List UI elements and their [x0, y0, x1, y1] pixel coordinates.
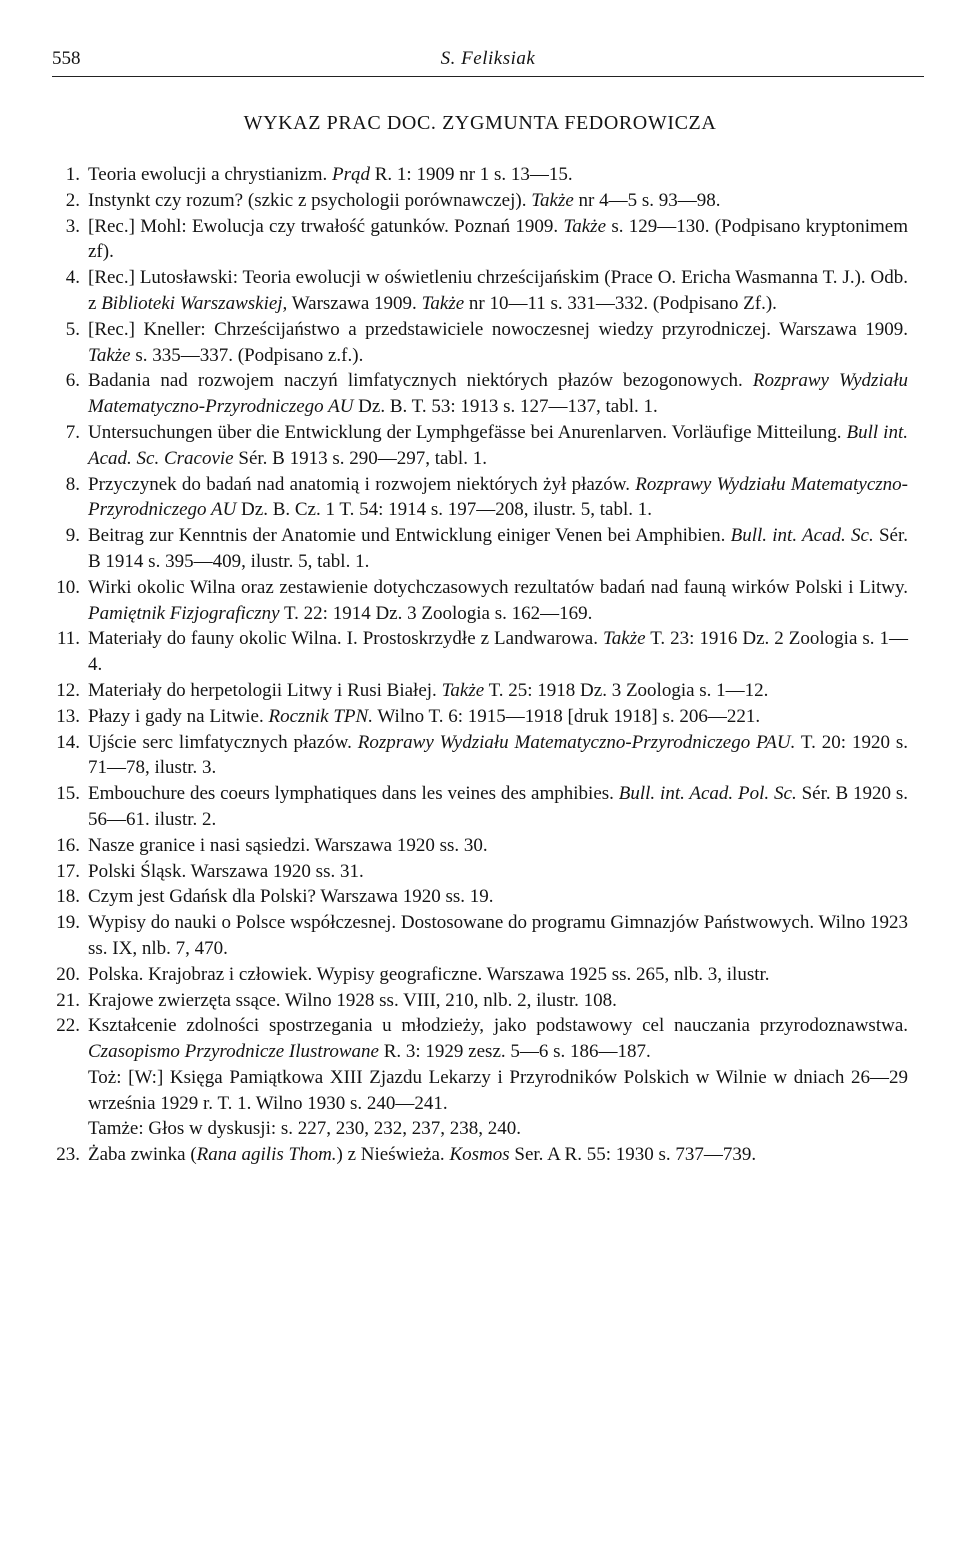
item-text: [88, 162, 908, 188]
item-number: 14.: [56, 731, 80, 753]
list-item: [65, 472, 908, 524]
page-number: 558: [52, 48, 81, 69]
item-number: 7.: [65, 421, 80, 443]
text-segment: Kształcenie zdolności spostrzegania u młodzieży, jako podstawowy cel nauczania przyrodoznawstwa.: [88, 1015, 908, 1037]
text-segment: Płazy i gady na Litwie.: [88, 705, 269, 727]
list-item: [56, 1013, 908, 1142]
item-text: [88, 678, 908, 704]
list-item: [56, 859, 908, 885]
text-segment: Warszawa 1909.: [287, 292, 422, 314]
item-text: [88, 1065, 908, 1117]
list-item: [56, 1142, 908, 1168]
italic-title: Także: [88, 344, 131, 366]
item-text: [88, 523, 908, 575]
item-number: 13.: [56, 705, 80, 727]
item-text: [88, 265, 908, 317]
text-segment: nr 10—11 s. 331—332. (Podpisano Zf.).: [464, 292, 777, 314]
italic-title: Także: [602, 628, 646, 650]
item-number: 16.: [56, 834, 80, 856]
text-segment: Polska. Krajobraz i człowiek. Wypisy geograficzne. Warszawa 1925 ss. 265, nlb. 3, ilustr.: [88, 963, 770, 985]
italic-title: Rana agilis Thom.: [196, 1144, 337, 1166]
header-rule: [52, 76, 924, 77]
text-segment: Toż: [W:] Księga Pamiątkowa XIII Zjazdu Lekarzy i Przyrodników Polskich w Wilnie w dniach 26—29 września 1929 r. T. 1. Wilno 1930 s. 240—241.: [88, 1066, 908, 1114]
item-text: [88, 317, 908, 369]
item-number: 5.: [65, 318, 80, 340]
item-text: [88, 884, 908, 910]
item-text: [88, 1013, 908, 1065]
list-item: [56, 704, 908, 730]
text-segment: T. 20: 1920 s. 71—78, ilustr. 3.: [88, 731, 908, 779]
text-segment: T. 23: 1916 Dz. 2 Zoologia s. 1—4.: [88, 628, 909, 676]
list-item: [65, 188, 908, 214]
text-segment: s. 335—337. (Podpisano z.f.).: [130, 344, 364, 366]
list-item: [56, 575, 908, 627]
text-segment: R. 1: 1909 nr 1 s. 13—15.: [370, 164, 573, 185]
text-segment: T. 22: 1914 Dz. 3 Zoologia s. 162—169.: [279, 602, 593, 624]
text-segment: Żaba zwinka (: [88, 1144, 197, 1166]
text-segment: Wilno T. 6: 1915—1918 [druk 1918] s. 206—221.: [372, 705, 761, 727]
italic-title: Bull. int. Acad. Sc.: [730, 525, 874, 547]
list-item: [65, 420, 908, 472]
list-item: [65, 317, 908, 369]
item-number: 20.: [56, 963, 80, 985]
item-text: [88, 833, 908, 859]
item-text: [88, 1116, 908, 1142]
item-text: [88, 214, 908, 266]
italic-title: Rozprawy Wydziału Matematyczno-Przyrodniczego AU: [88, 370, 909, 418]
item-number: 18.: [56, 886, 80, 908]
list-item: [65, 214, 908, 266]
text-segment: Instynkt czy rozum? (szkic z psychologii porównawczej).: [88, 189, 532, 211]
item-number: 22.: [56, 1015, 80, 1037]
list-item: [65, 368, 909, 420]
item-text: [88, 910, 908, 962]
list-item: [65, 265, 908, 317]
italic-title: Rocznik TPN.: [268, 705, 373, 727]
list-item: [56, 730, 908, 782]
item-number: 8.: [65, 473, 80, 495]
italic-title: Bull int. Acad. Sc. Cracovie: [88, 421, 908, 469]
italic-title: Bull. int. Acad. Pol. Sc.: [618, 783, 797, 805]
text-segment: ) z Nieświeża.: [336, 1144, 450, 1166]
text-segment: [Rec.] Kneller: Chrześcijaństwo a przedstawiciele nowoczesnej wiedzy przyrodniczej. Warszawa 1909.: [88, 318, 908, 340]
text-segment: Polski Śląsk. Warszawa 1920 ss. 31.: [88, 860, 364, 882]
item-number: 12.: [56, 679, 80, 701]
text-segment: s. 129—130. (Podpisano kryptonimem zf).: [88, 215, 908, 263]
list-item: [56, 962, 908, 988]
list-item: [56, 910, 908, 962]
text-segment: Krajowe zwierzęta ssące. Wilno 1928 ss. VIII, 210, nlb. 2, ilustr. 108.: [88, 989, 617, 1011]
italic-title: Czasopismo Przyrodnicze Ilustrowane: [88, 1041, 379, 1063]
text-segment: Dz. B. Cz. 1 T. 54: 1914 s. 197—208, ilustr. 5, tabl. 1.: [236, 499, 653, 521]
item-number: 15.: [56, 783, 80, 805]
item-text: [88, 420, 908, 472]
item-number: 3.: [65, 215, 80, 237]
italic-title: Prąd: [332, 164, 370, 185]
item-text: [88, 575, 908, 627]
running-head: S. Feliksiak: [440, 48, 536, 69]
list-item: [56, 884, 908, 910]
item-number: 9.: [65, 525, 80, 547]
list-item: [56, 988, 908, 1014]
item-text: [88, 730, 908, 782]
item-number: 2.: [65, 189, 80, 211]
text-segment: Sér. B 1920 s. 56—61. ilustr. 2.: [88, 783, 908, 830]
item-text: [88, 859, 908, 885]
text-segment: Sér. B 1914 s. 395—409, ilustr. 5, tabl. 1.: [88, 525, 908, 572]
text-segment: Sér. B 1913 s. 290—297, tabl. 1.: [233, 447, 487, 469]
item-number: 17.: [56, 860, 80, 882]
text-segment: Teoria ewolucji a chrystianizm.: [88, 164, 332, 185]
italic-title: Także: [421, 292, 465, 314]
item-text: [88, 188, 908, 214]
text-segment: Przyczynek do badań nad anatomią i rozwojem niektórych żył płazów.: [88, 473, 636, 495]
list-item: [56, 781, 908, 833]
text-segment: Dz. B. T. 53: 1913 s. 127—137, tabl. 1.: [353, 396, 658, 418]
item-number: 10.: [56, 576, 80, 598]
item-text: [88, 368, 908, 420]
text-segment: [Rec.] Lutosławski: Teoria ewolucji w oświetleniu chrześcijańskim (Prace O. Ericha Wasmanna T. J.). Odb. z: [88, 267, 908, 314]
italic-title: Rozprawy Wydziału Matematyczno-Przyrodniczego PAU.: [357, 731, 796, 753]
text-segment: Badania nad rozwojem naczyń limfatycznych niektórych płazów bezogonowych.: [88, 370, 753, 392]
item-number: 1.: [65, 164, 80, 185]
text-segment: nr 4—5 s. 93—98.: [573, 189, 721, 211]
item-text: [88, 988, 908, 1014]
item-text: [88, 1142, 908, 1168]
italic-title: Kosmos: [449, 1144, 510, 1166]
italic-title: Pamiętnik Fizjograficzny: [88, 602, 280, 624]
italic-title: Także: [531, 189, 574, 211]
item-text: [88, 626, 908, 678]
text-segment: Wirki okolic Wilna oraz zestawienie dotychczasowych rezultatów badań nad fauną wirków Polski i Litwy.: [88, 576, 908, 598]
bibliography-list: [56, 162, 909, 1168]
item-text: [88, 962, 908, 988]
item-text: [88, 472, 908, 524]
italic-title: Także: [441, 679, 485, 701]
text-segment: Czym jest Gdańsk dla Polski? Warszawa 1920 ss. 19.: [88, 886, 494, 908]
item-text: [88, 781, 908, 833]
italic-title: Biblioteki Warszawskiej,: [101, 292, 288, 314]
item-number: 21.: [56, 989, 80, 1011]
text-segment: [Rec.] Mohl: Ewolucja czy trwałość gatunków. Poznań 1909.: [88, 215, 564, 237]
item-number: 11.: [56, 628, 80, 650]
list-item: [56, 678, 908, 704]
text-segment: Materiały do herpetologii Litwy i Rusi Białej.: [88, 679, 442, 701]
text-segment: Nasze granice i nasi sąsiedzi. Warszawa 1920 ss. 30.: [88, 834, 488, 856]
list-item: [65, 162, 908, 188]
text-segment: T. 25: 1918 Dz. 3 Zoologia s. 1—12.: [484, 679, 769, 701]
text-segment: Ujście serc limfatycznych płazów.: [88, 731, 358, 753]
text-segment: Untersuchungen über die Entwicklung der Lymphgefässe bei Anurenlarven. Vorläufige Mitteilung.: [88, 421, 847, 443]
list-item: [65, 523, 908, 575]
text-segment: Beitrag zur Kenntnis der Anatomie und Entwicklung einiger Venen bei Amphibien.: [88, 525, 731, 547]
italic-title: Rozprawy Wydziału Matematyczno-Przyrodniczego AU: [88, 473, 908, 521]
text-segment: R. 3: 1929 zesz. 5—6 s. 186—187.: [378, 1041, 651, 1063]
page-header: [52, 44, 924, 80]
text-segment: Materiały do fauny okolic Wilna. I. Prostoskrzydłe z Landwarowa.: [88, 628, 603, 650]
item-text: [88, 704, 908, 730]
text-segment: Tamże: Głos w dyskusji: s. 227, 230, 232, 237, 238, 240.: [88, 1118, 522, 1140]
list-title: WYKAZ PRAC DOC. ZYGMUNTA FEDOROWICZA: [243, 112, 717, 134]
item-number: 6.: [65, 370, 80, 392]
list-item: [56, 626, 909, 678]
text-segment: Wypisy do nauki o Polsce współczesnej. Dostosowane do programu Gimnazjów Państwowych. Wilno 1923 ss. IX, nlb. 7, 470.: [88, 912, 908, 959]
item-number: 23.: [56, 1144, 80, 1166]
list-item: [56, 833, 908, 859]
item-number: 4.: [65, 267, 80, 289]
text-segment: Ser. A R. 55: 1930 s. 737—739.: [509, 1144, 757, 1166]
italic-title: Także: [563, 215, 607, 237]
item-number: 19.: [56, 912, 80, 934]
text-segment: Embouchure des coeurs lymphatiques dans les veines des amphibies.: [88, 783, 619, 805]
